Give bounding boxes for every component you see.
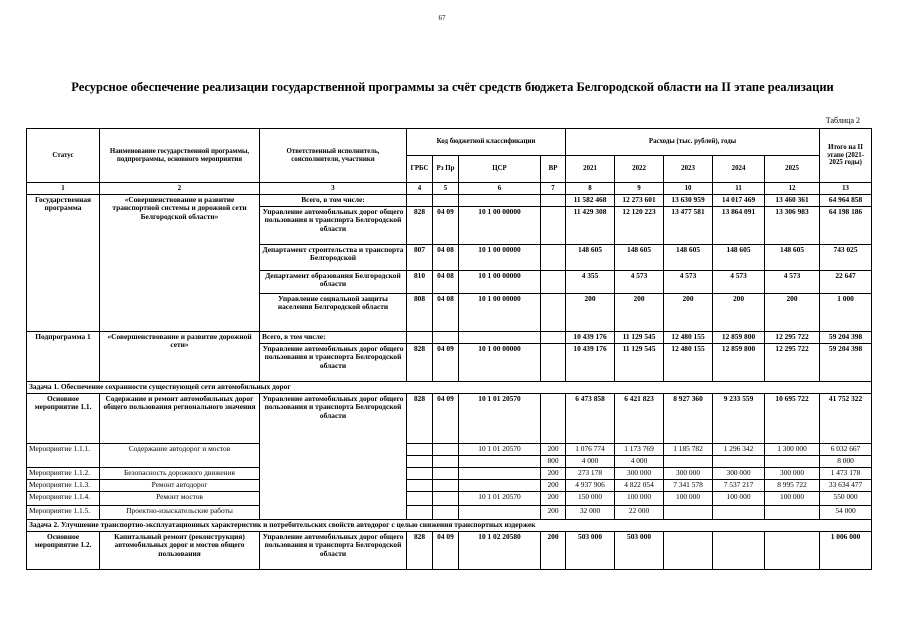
value-cell: 12 480 155	[664, 332, 713, 344]
header-year: 2023	[664, 156, 713, 183]
name-cell: Безопасность дорожного движения	[100, 468, 260, 480]
vr-cell	[541, 195, 566, 207]
csr-cell	[459, 332, 541, 344]
value-cell: 148 605	[664, 245, 713, 271]
value-cell: 300 000	[664, 468, 713, 480]
header-total: Итого на II этапе (2021-2025 годы)	[820, 129, 872, 183]
value-cell: 148 605	[566, 245, 615, 271]
grbs-cell	[407, 492, 433, 506]
total-cell: 64 964 858	[820, 195, 872, 207]
vr-cell: 200	[541, 506, 566, 520]
vr-cell	[541, 245, 566, 271]
status-cell: Мероприятие 1.1.2.	[27, 468, 100, 480]
executor-cell: Управление автомобильных дорог общего пользования и транспорта Белгородской области	[260, 394, 407, 520]
value-cell: 13 460 361	[765, 195, 820, 207]
value-cell	[713, 506, 765, 520]
grbs-cell	[407, 506, 433, 520]
value-cell: 4 573	[615, 271, 664, 294]
name-cell: Ремонт автодорог	[100, 480, 260, 492]
executor-cell: Управление автомобильных дорог общего пользования и транспорта Белгородской области	[260, 207, 407, 245]
value-cell: 12 295 722	[765, 332, 820, 344]
rzpr-cell: 04 08	[433, 294, 459, 332]
value-cell: 300 000	[615, 468, 664, 480]
total-cell: 743 025	[820, 245, 872, 271]
header-status: Статус	[27, 129, 100, 183]
table-row	[27, 492, 872, 506]
grbs-cell	[407, 444, 433, 456]
value-cell	[765, 456, 820, 468]
value-cell: 100 000	[765, 492, 820, 506]
total-cell: 33 634 477	[820, 480, 872, 492]
task-heading: Задача 2. Улучшение транспортно-эксплуатационных характеристик и потребительских свойств автодорог с целью снижения транспортных издержек	[27, 520, 872, 532]
name-cell: Капитальный ремонт (реконструкция) автомобильных дорог и мостов общего пользования	[100, 532, 260, 570]
name-cell: Проектно-изыскательские работы	[100, 506, 260, 520]
column-number-row	[27, 183, 872, 195]
table-row	[27, 506, 872, 520]
value-cell: 300 000	[765, 468, 820, 480]
vr-cell	[541, 271, 566, 294]
table-row	[27, 394, 872, 444]
value-cell: 6 421 823	[615, 394, 664, 444]
total-cell: 550 000	[820, 492, 872, 506]
document-title: Ресурсное обеспечение реализации государственной программы за счёт средств бюджета Белгородской области на II этапе реализации	[71, 80, 834, 94]
value-cell: 503 000	[566, 532, 615, 570]
table-row	[27, 480, 872, 492]
csr-cell: 10 1 00 00000	[459, 245, 541, 271]
value-cell: 200	[765, 294, 820, 332]
task-heading: Задача 1. Обеспечение сохранности существующей сети автомобильных дорог	[27, 382, 872, 394]
csr-cell: 10 1 02 20580	[459, 532, 541, 570]
value-cell: 100 000	[664, 492, 713, 506]
header-csr: ЦСР	[459, 156, 541, 183]
value-cell: 22 000	[615, 506, 664, 520]
value-cell: 12 859 800	[713, 344, 765, 382]
total-cell: 59 204 398	[820, 332, 872, 344]
vr-cell	[541, 344, 566, 382]
grbs-cell: 810	[407, 271, 433, 294]
value-cell: 11 429 308	[566, 207, 615, 245]
value-cell: 4 937 906	[566, 480, 615, 492]
rzpr-cell	[433, 506, 459, 520]
header-name: Наименование государственной программы, подпрограммы, основного мероприятия	[100, 129, 260, 183]
table-row	[27, 332, 872, 344]
value-cell: 1 300 000	[765, 444, 820, 456]
value-cell: 4 355	[566, 271, 615, 294]
rzpr-cell	[433, 332, 459, 344]
rzpr-cell: 04 08	[433, 271, 459, 294]
vr-cell	[541, 332, 566, 344]
csr-cell: 10 1 00 00000	[459, 271, 541, 294]
status-cell: Основное мероприятие 1.2.	[27, 532, 100, 570]
value-cell: 7 537 217	[713, 480, 765, 492]
table-row	[27, 532, 872, 570]
rzpr-cell: 04 09	[433, 207, 459, 245]
total-cell: 1 006 000	[820, 532, 872, 570]
column-number: 11	[713, 183, 765, 195]
value-cell: 4 573	[713, 271, 765, 294]
rzpr-cell: 04 09	[433, 394, 459, 444]
column-number: 2	[100, 183, 260, 195]
value-cell: 1 185 782	[664, 444, 713, 456]
total-cell: 6 032 667	[820, 444, 872, 456]
value-cell: 148 605	[713, 245, 765, 271]
value-cell: 1 173 769	[615, 444, 664, 456]
column-number: 5	[433, 183, 459, 195]
status-cell: Государственная программа	[27, 195, 100, 332]
grbs-cell: 828	[407, 207, 433, 245]
grbs-cell	[407, 456, 433, 468]
column-number: 13	[820, 183, 872, 195]
csr-cell: 10 1 01 20570	[459, 394, 541, 444]
rzpr-cell	[433, 492, 459, 506]
header-grbs: ГРБС	[407, 156, 433, 183]
value-cell: 13 477 581	[664, 207, 713, 245]
executor-cell: Управление автомобильных дорог общего пользования и транспорта Белгородской области	[260, 344, 407, 382]
total-cell: 59 204 398	[820, 344, 872, 382]
value-cell: 7 341 578	[664, 480, 713, 492]
total-cell: 64 198 186	[820, 207, 872, 245]
value-cell: 10 439 176	[566, 344, 615, 382]
rzpr-cell	[433, 468, 459, 480]
value-cell: 9 233 559	[713, 394, 765, 444]
executor-cell: Всего, в том числе:	[260, 195, 407, 207]
header-rzpr: Рз Пр	[433, 156, 459, 183]
task-row	[27, 520, 872, 532]
name-cell: Ремонт мостов	[100, 492, 260, 506]
value-cell: 1 076 774	[566, 444, 615, 456]
executor-cell: Управление автомобильных дорог общего пользования и транспорта Белгородской области	[260, 532, 407, 570]
value-cell	[664, 506, 713, 520]
value-cell: 273 178	[566, 468, 615, 480]
vr-cell: 800	[541, 456, 566, 468]
csr-cell: 10 1 00 00000	[459, 294, 541, 332]
total-cell: 41 752 322	[820, 394, 872, 444]
value-cell: 10 439 176	[566, 332, 615, 344]
name-cell: «Совершенствование и развитие транспортной системы и дорожной сети Белгородской области»	[100, 195, 260, 332]
header-vr: ВР	[541, 156, 566, 183]
header-expenses: Расходы (тыс. рублей), годы	[566, 129, 820, 156]
table-label: Таблица 2	[825, 116, 860, 125]
header-year: 2024	[713, 156, 765, 183]
value-cell: 12 859 800	[713, 332, 765, 344]
vr-cell	[541, 394, 566, 444]
executor-cell: Департамент образования Белгородской области	[260, 271, 407, 294]
vr-cell	[541, 207, 566, 245]
value-cell: 8 995 722	[765, 480, 820, 492]
name-cell: «Совершенствование и развитие дорожной сети»	[100, 332, 260, 382]
vr-cell	[541, 294, 566, 332]
value-cell: 14 017 469	[713, 195, 765, 207]
header-year: 2025	[765, 156, 820, 183]
value-cell: 8 927 360	[664, 394, 713, 444]
value-cell: 100 000	[615, 492, 664, 506]
value-cell: 150 000	[566, 492, 615, 506]
grbs-cell: 807	[407, 245, 433, 271]
page-number: 67	[438, 14, 446, 22]
value-cell: 200	[664, 294, 713, 332]
value-cell: 100 000	[713, 492, 765, 506]
total-cell: 1 000	[820, 294, 872, 332]
grbs-cell	[407, 332, 433, 344]
column-number: 4	[407, 183, 433, 195]
rzpr-cell	[433, 480, 459, 492]
csr-cell: 10 1 00 00000	[459, 207, 541, 245]
table-row	[27, 444, 872, 456]
column-number: 7	[541, 183, 566, 195]
status-cell: Основное мероприятие 1.1.	[27, 394, 100, 444]
table-row	[27, 195, 872, 207]
vr-cell: 200	[541, 468, 566, 480]
value-cell: 12 295 722	[765, 344, 820, 382]
header-year: 2022	[615, 156, 664, 183]
name-cell: Содержание автодорог и мостов	[100, 444, 260, 468]
rzpr-cell	[433, 456, 459, 468]
value-cell: 1 296 342	[713, 444, 765, 456]
value-cell: 10 695 722	[765, 394, 820, 444]
value-cell: 11 582 468	[566, 195, 615, 207]
task-row	[27, 382, 872, 394]
value-cell: 11 129 545	[615, 344, 664, 382]
resource-table	[26, 128, 872, 570]
header-row	[27, 129, 872, 156]
total-cell: 8 000	[820, 456, 872, 468]
value-cell: 200	[615, 294, 664, 332]
vr-cell: 200	[541, 532, 566, 570]
grbs-cell	[407, 480, 433, 492]
rzpr-cell	[433, 444, 459, 456]
column-number: 3	[260, 183, 407, 195]
value-cell: 12 480 155	[664, 344, 713, 382]
total-cell: 1 473 178	[820, 468, 872, 480]
vr-cell: 200	[541, 492, 566, 506]
value-cell: 4 000	[566, 456, 615, 468]
grbs-cell: 828	[407, 532, 433, 570]
csr-cell: 10 1 01 20570	[459, 444, 541, 456]
total-cell: 54 000	[820, 506, 872, 520]
name-cell: Содержание и ремонт автомобильных дорог общего пользования регионального значения	[100, 394, 260, 444]
vr-cell: 200	[541, 480, 566, 492]
value-cell: 200	[566, 294, 615, 332]
status-cell: Мероприятие 1.1.3.	[27, 480, 100, 492]
column-number: 8	[566, 183, 615, 195]
csr-cell	[459, 506, 541, 520]
value-cell	[765, 532, 820, 570]
value-cell: 4 000	[615, 456, 664, 468]
value-cell: 32 000	[566, 506, 615, 520]
grbs-cell: 808	[407, 294, 433, 332]
rzpr-cell: 04 08	[433, 245, 459, 271]
value-cell: 148 605	[765, 245, 820, 271]
grbs-cell: 828	[407, 394, 433, 444]
rzpr-cell	[433, 195, 459, 207]
grbs-cell: 828	[407, 344, 433, 382]
value-cell: 13 630 959	[664, 195, 713, 207]
value-cell: 13 864 091	[713, 207, 765, 245]
csr-cell	[459, 195, 541, 207]
value-cell	[713, 456, 765, 468]
csr-cell	[459, 468, 541, 480]
header-kbk: Код бюджетной классификации	[407, 129, 566, 156]
value-cell: 300 000	[713, 468, 765, 480]
rzpr-cell: 04 09	[433, 344, 459, 382]
column-number: 9	[615, 183, 664, 195]
csr-cell: 10 1 01 20570	[459, 492, 541, 506]
value-cell: 12 120 223	[615, 207, 664, 245]
status-cell: Мероприятие 1.1.1.	[27, 444, 100, 468]
value-cell: 12 273 601	[615, 195, 664, 207]
value-cell	[713, 532, 765, 570]
header-year: 2021	[566, 156, 615, 183]
value-cell: 503 000	[615, 532, 664, 570]
header-executor: Ответственный исполнитель, соисполнители, участники	[260, 129, 407, 183]
column-number: 6	[459, 183, 541, 195]
value-cell: 4 573	[765, 271, 820, 294]
status-cell: Мероприятие 1.1.5.	[27, 506, 100, 520]
column-number: 1	[27, 183, 100, 195]
value-cell: 200	[713, 294, 765, 332]
column-number: 10	[664, 183, 713, 195]
value-cell: 4 822 054	[615, 480, 664, 492]
executor-cell: Департамент строительства и транспорта Белгородской	[260, 245, 407, 271]
vr-cell: 200	[541, 444, 566, 456]
grbs-cell	[407, 195, 433, 207]
status-cell: Подпрограмма 1	[27, 332, 100, 382]
executor-cell: Всего, в том числе:	[260, 332, 407, 344]
value-cell	[664, 456, 713, 468]
rzpr-cell: 04 09	[433, 532, 459, 570]
value-cell	[765, 506, 820, 520]
csr-cell	[459, 480, 541, 492]
status-cell: Мероприятие 1.1.4.	[27, 492, 100, 506]
grbs-cell	[407, 468, 433, 480]
value-cell: 11 129 545	[615, 332, 664, 344]
csr-cell	[459, 456, 541, 468]
value-cell: 6 473 858	[566, 394, 615, 444]
value-cell: 4 573	[664, 271, 713, 294]
value-cell: 13 306 983	[765, 207, 820, 245]
total-cell: 22 647	[820, 271, 872, 294]
column-number: 12	[765, 183, 820, 195]
csr-cell: 10 1 00 00000	[459, 344, 541, 382]
executor-cell: Управление социальной защиты населения Белгородской области	[260, 294, 407, 332]
value-cell	[664, 532, 713, 570]
value-cell: 148 605	[615, 245, 664, 271]
table-row	[27, 468, 872, 480]
